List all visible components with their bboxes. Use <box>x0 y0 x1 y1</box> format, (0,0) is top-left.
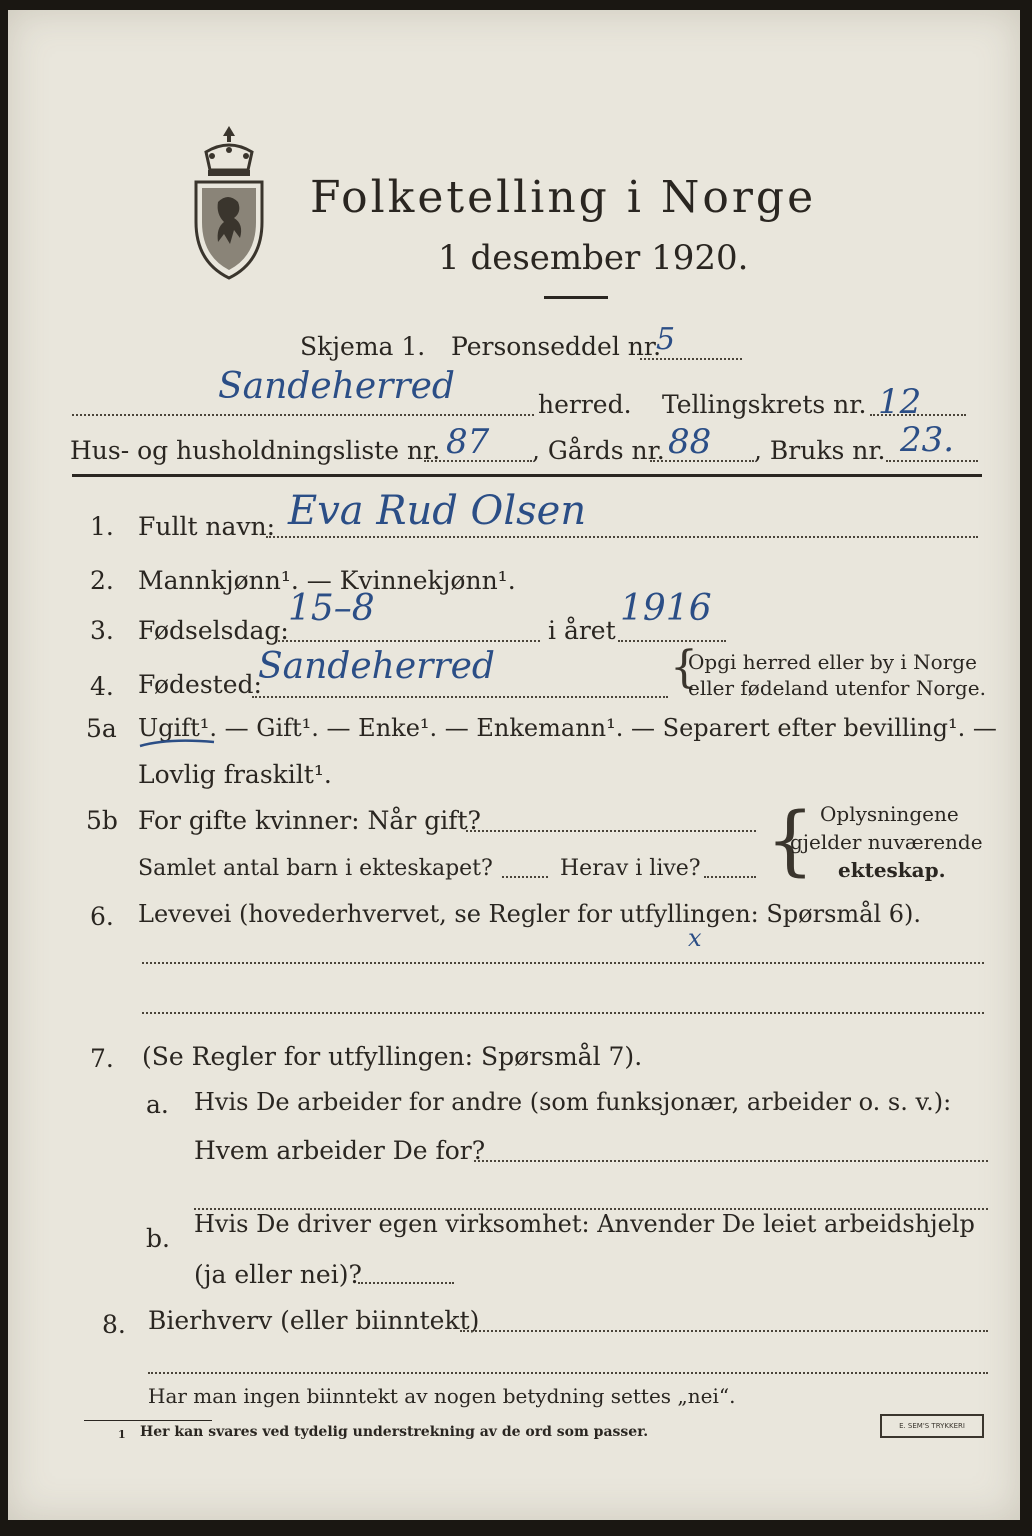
birthyear-value: 1916 <box>620 588 712 629</box>
birthdate-value: 15–8 <box>288 588 375 629</box>
employer-field[interactable] <box>474 1160 988 1162</box>
side-income-note: Har man ingen biinntekt av nogen betydning settes „nei“. <box>148 1384 736 1408</box>
husliste-value: 87 <box>446 422 490 462</box>
gender-options[interactable]: Mannkjønn¹. — Kvinnekjønn¹. <box>138 566 516 595</box>
footnote-rule <box>84 1420 212 1421</box>
q3-number: 3. <box>90 616 114 645</box>
herred-field[interactable] <box>72 414 534 416</box>
side-income-field[interactable] <box>460 1330 988 1332</box>
hired-help-field[interactable] <box>358 1282 454 1284</box>
q5b-note3: ekteskap. <box>838 858 946 882</box>
footnote-text: Her kan svares ved tydelig understrekning av de ord som passer. <box>140 1424 649 1440</box>
birthplace-value: Sandeherred <box>258 646 495 687</box>
married-when-field[interactable] <box>466 830 756 832</box>
children-alive-field[interactable] <box>704 876 756 878</box>
title-divider <box>544 296 608 299</box>
q3-label: Fødselsdag: <box>138 616 289 645</box>
census-form <box>8 10 1020 1520</box>
q4-note-line2: eller fødeland utenfor Norge. <box>688 676 986 700</box>
personseddel-field[interactable] <box>640 358 742 360</box>
printer-stamp: E. SEM'S TRYKKERI <box>880 1414 984 1438</box>
census-date: 1 desember 1920. <box>438 238 749 278</box>
full-name-field[interactable] <box>266 536 978 538</box>
tellingskrets-label: Tellingskrets nr. <box>662 390 867 419</box>
header-rule <box>72 474 982 477</box>
q4-brace: { <box>670 642 698 693</box>
q7a-line1: Hvis De arbeider for andre (som funksjonær, arbeider o. s. v.): <box>194 1088 952 1116</box>
bruks-label: , Bruks nr. <box>754 436 886 465</box>
children-count-field[interactable] <box>502 876 548 878</box>
q7a-number: a. <box>146 1090 169 1119</box>
q8-number: 8. <box>102 1310 126 1339</box>
gards-value: 88 <box>668 422 712 462</box>
q4-number: 4. <box>90 672 114 701</box>
q5b-line2a: Samlet antal barn i ekteskapet? <box>138 856 493 881</box>
side-income-field-2[interactable] <box>148 1372 988 1374</box>
bruks-value: 23. <box>900 420 955 460</box>
bruks-field[interactable] <box>886 460 978 462</box>
q4-label: Fødested: <box>138 670 262 699</box>
q2-number: 2. <box>90 566 114 595</box>
personseddel-label: Personseddel nr. <box>451 332 662 361</box>
q7b-number: b. <box>146 1224 170 1253</box>
q1-number: 1. <box>90 512 114 541</box>
ugift-underline <box>138 736 218 750</box>
q5b-note2: gjelder nuværende <box>790 830 983 854</box>
herred-value: Sandeherred <box>218 366 455 407</box>
birthplace-field[interactable] <box>252 696 668 698</box>
q5b-number: 5b <box>86 806 118 835</box>
coat-of-arms-icon <box>188 122 270 282</box>
q5b-brace: { <box>766 795 815 884</box>
q6-number: 6. <box>90 902 114 931</box>
birthdate-field[interactable] <box>278 640 540 642</box>
q5b-note1: Oplysningene <box>820 802 959 826</box>
occupation-field-2[interactable] <box>142 1012 984 1014</box>
q8-label: Bierhverv (eller biinntekt) <box>148 1306 480 1335</box>
tellingskrets-value: 12 <box>878 382 922 422</box>
occupation-field-1[interactable] <box>142 962 984 964</box>
marital-status-options[interactable]: Ugift¹. — Gift¹. — Enke¹. — Enkemann¹. — Separert efter bevilling¹. — <box>138 714 997 742</box>
q1-label: Fullt navn: <box>138 512 276 541</box>
gards-label: , Gårds nr. <box>532 436 665 465</box>
q7b-line1: Hvis De driver egen virksomhet: Anvender De leiet arbeidshjelp <box>194 1210 975 1238</box>
q7-label: (Se Regler for utfyllingen: Spørsmål 7). <box>142 1042 643 1071</box>
q7-number: 7. <box>90 1044 114 1073</box>
year-label: i året <box>548 616 616 645</box>
q5b-line2b: Herav i live? <box>560 856 701 881</box>
husliste-label: Hus- og husholdningsliste nr. <box>70 436 441 465</box>
q4-note-line1: Opgi herred eller by i Norge <box>688 650 977 674</box>
personseddel-value: 5 <box>656 322 676 357</box>
occupation-value: x <box>688 924 702 952</box>
q7a-line2: Hvem arbeider De for? <box>194 1136 486 1165</box>
footnote-mark: 1 <box>118 1428 126 1441</box>
marital-status-options-line2[interactable]: Lovlig fraskilt¹. <box>138 760 332 789</box>
q5b-line1: For gifte kvinner: Når gift? <box>138 806 481 835</box>
form-title: Folketelling i Norge <box>310 172 817 223</box>
full-name-value: Eva Rud Olsen <box>288 488 587 534</box>
q7b-line2: (ja eller nei)? <box>194 1260 362 1289</box>
q5a-number: 5a <box>86 714 117 743</box>
skjema-label: Skjema 1. <box>300 332 426 361</box>
herred-label: herred. <box>538 390 632 419</box>
q6-label: Levevei (hovederhvervet, se Regler for utfyllingen: Spørsmål 6). <box>138 900 922 928</box>
